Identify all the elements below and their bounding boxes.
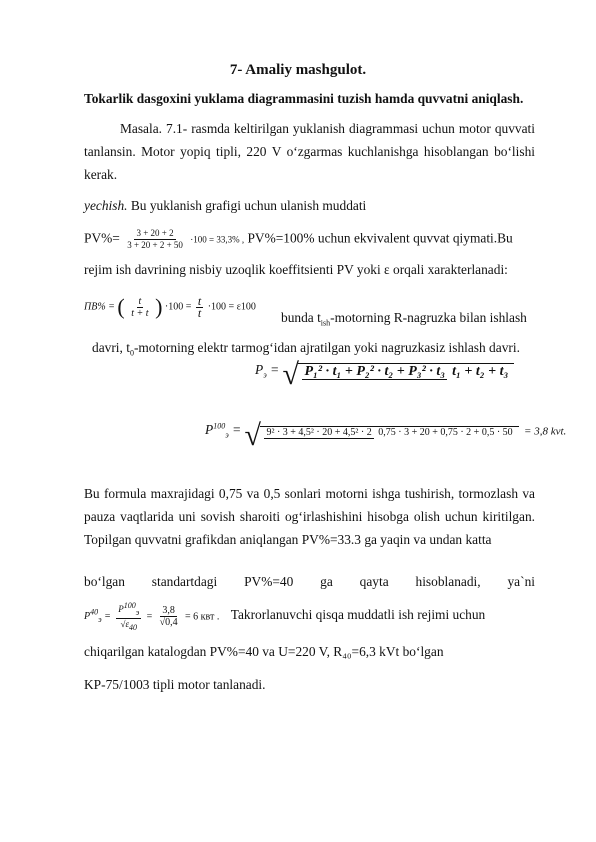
p40-result: = 6 квт .: [185, 611, 220, 623]
solution-label: yechish.: [84, 198, 128, 213]
page-title: 7- Amaliy mashgulot.: [229, 62, 367, 78]
formula-pv-fraction: [129, 296, 150, 319]
formula-pe-num: P₁² · t₁ + P₂² · t₂ + P₃² · t₃: [304, 364, 446, 380]
formula-p100-result: = 3,8 kvt.: [524, 425, 567, 438]
p40-fraction-num: 3,8: [162, 604, 175, 616]
formula-pv-den: t + t: [131, 307, 149, 319]
solution-intro: [84, 198, 366, 214]
pv-label: PV%=: [84, 230, 120, 246]
motor-line: KP-75/1003 tipli motor tanlanadi.: [84, 677, 266, 692]
formula-pv-mid: ·100 =: [164, 301, 192, 313]
section-subtitle: Tokarlik dasgoxini yuklama diagrammasini tuzish hamda quvvatni aniqlash.: [84, 91, 524, 106]
pv-result: ·100 = 33,3% ,: [190, 234, 245, 245]
pv-fraction-denominator: 3 + 20 + 2 + 50: [127, 240, 183, 250]
p40-fraction-den: √0,4: [159, 616, 178, 628]
formula-pv-fraction-2: $\frac{t}{t}$: [197, 293, 202, 320]
catalog-line: chiqarilgan katalogdan PV%=40 va U=220 V, R₄₀=6,3 kVt bo‘lgan: [84, 644, 444, 659]
equivalent-power-formula: [255, 362, 516, 380]
davri-text: davri, $t_0$-motorning elektr tarmog‘idan ajratilgan yoki nagruzkasiz ishlash davri.: [92, 340, 520, 358]
formula-p100-sqrt: [244, 423, 520, 439]
solution-intro-text: Bu yuklanish grafigi uchun ulanish muddati: [127, 198, 367, 213]
spread-line: bo‘lgan standartdagi PV%=40 ga qayta hisoblanadi, ya`ni: [84, 574, 535, 589]
explanation-paragraph: Bu formula maxrajidagi 0,75 va 0,5 sonlari motorni ishga tushirish, tormozlash va pauza vaqtlarida uni sovish sharoiti og‘irlashishini hisobga olish uchun kiritilgan. Topilgan quvvatni grafikdan aniqlangan PV%=33.3 ga yaqin va undan katta: [84, 486, 535, 547]
p100-formula: $P^{100}_э$ = √ 9² · 3 + 4,5² · 20 + 4,5² · 2 0,75 · 3 + 20 + 0,75 · 2 + 0,5 · 50 = 3,8 kvt.: [205, 422, 566, 440]
formula-pv-left: ПВ% =: [84, 301, 115, 313]
pv-definition-formula: ПВ% = ( $\frac{t}{t + t}$ ) ·100 = $\frac{t}{t}$ ·100 = ε100: [84, 293, 256, 320]
formula-p100-den: 0,75 · 3 + 20 + 0,75 · 2 + 0,5 · 50: [378, 427, 513, 439]
pv-formula-line: [84, 228, 513, 251]
pv-fraction: [125, 228, 185, 251]
p40-fraction: [158, 605, 180, 628]
pv-line-2: rejim ish davrining nisbiy uzoqlik koeffitsienti PV yoki ε orqali xarakterlanadi:: [84, 262, 508, 277]
formula-pe-left: $P_э$ =: [255, 362, 280, 380]
p40-after-text: Takrorlanuvchi qisqa muddatli ish rejimi uchun: [230, 607, 486, 623]
formula-pe-den: t₁ + t₂ + t₃: [452, 364, 509, 380]
p40-formula-line: $P^{40}_э$ = $\frac{P^{100}_э}{√\varepsilon_{40}}$ = $\frac{3,8}{√0,4}$ = 6 квт . Takrorlanuvchi qisqa muddatli ish rejimi uchun: [84, 601, 486, 632]
bunda-text: bunda $t_{ish}$-motorning R-nagruzka bilan ishlash: [281, 310, 527, 328]
formula-pv-right: ·100 = ε100: [207, 301, 256, 313]
task-paragraph: Masala. 7.1- rasmda keltirilgan yuklanish diagrammasi uchun motor quvvati tanlansin. Motor yopiq tipli, 220 V o‘zgarmas kuchlanishga hisoblangan bo‘lishi kerak.: [84, 121, 535, 182]
formula-p100-left: P: [205, 422, 214, 438]
pv-after-text: PV%=100% uchun ekvivalent quvvat qiymati.Bu: [247, 230, 513, 246]
formula-p100-num: 9² · 3 + 4,5² · 20 + 4,5² · 2: [266, 427, 372, 439]
pv-fraction-numerator: 3 + 20 + 2: [136, 228, 174, 238]
formula-pe-sqrt: [282, 362, 516, 379]
formula-pv-num: t: [138, 295, 142, 307]
